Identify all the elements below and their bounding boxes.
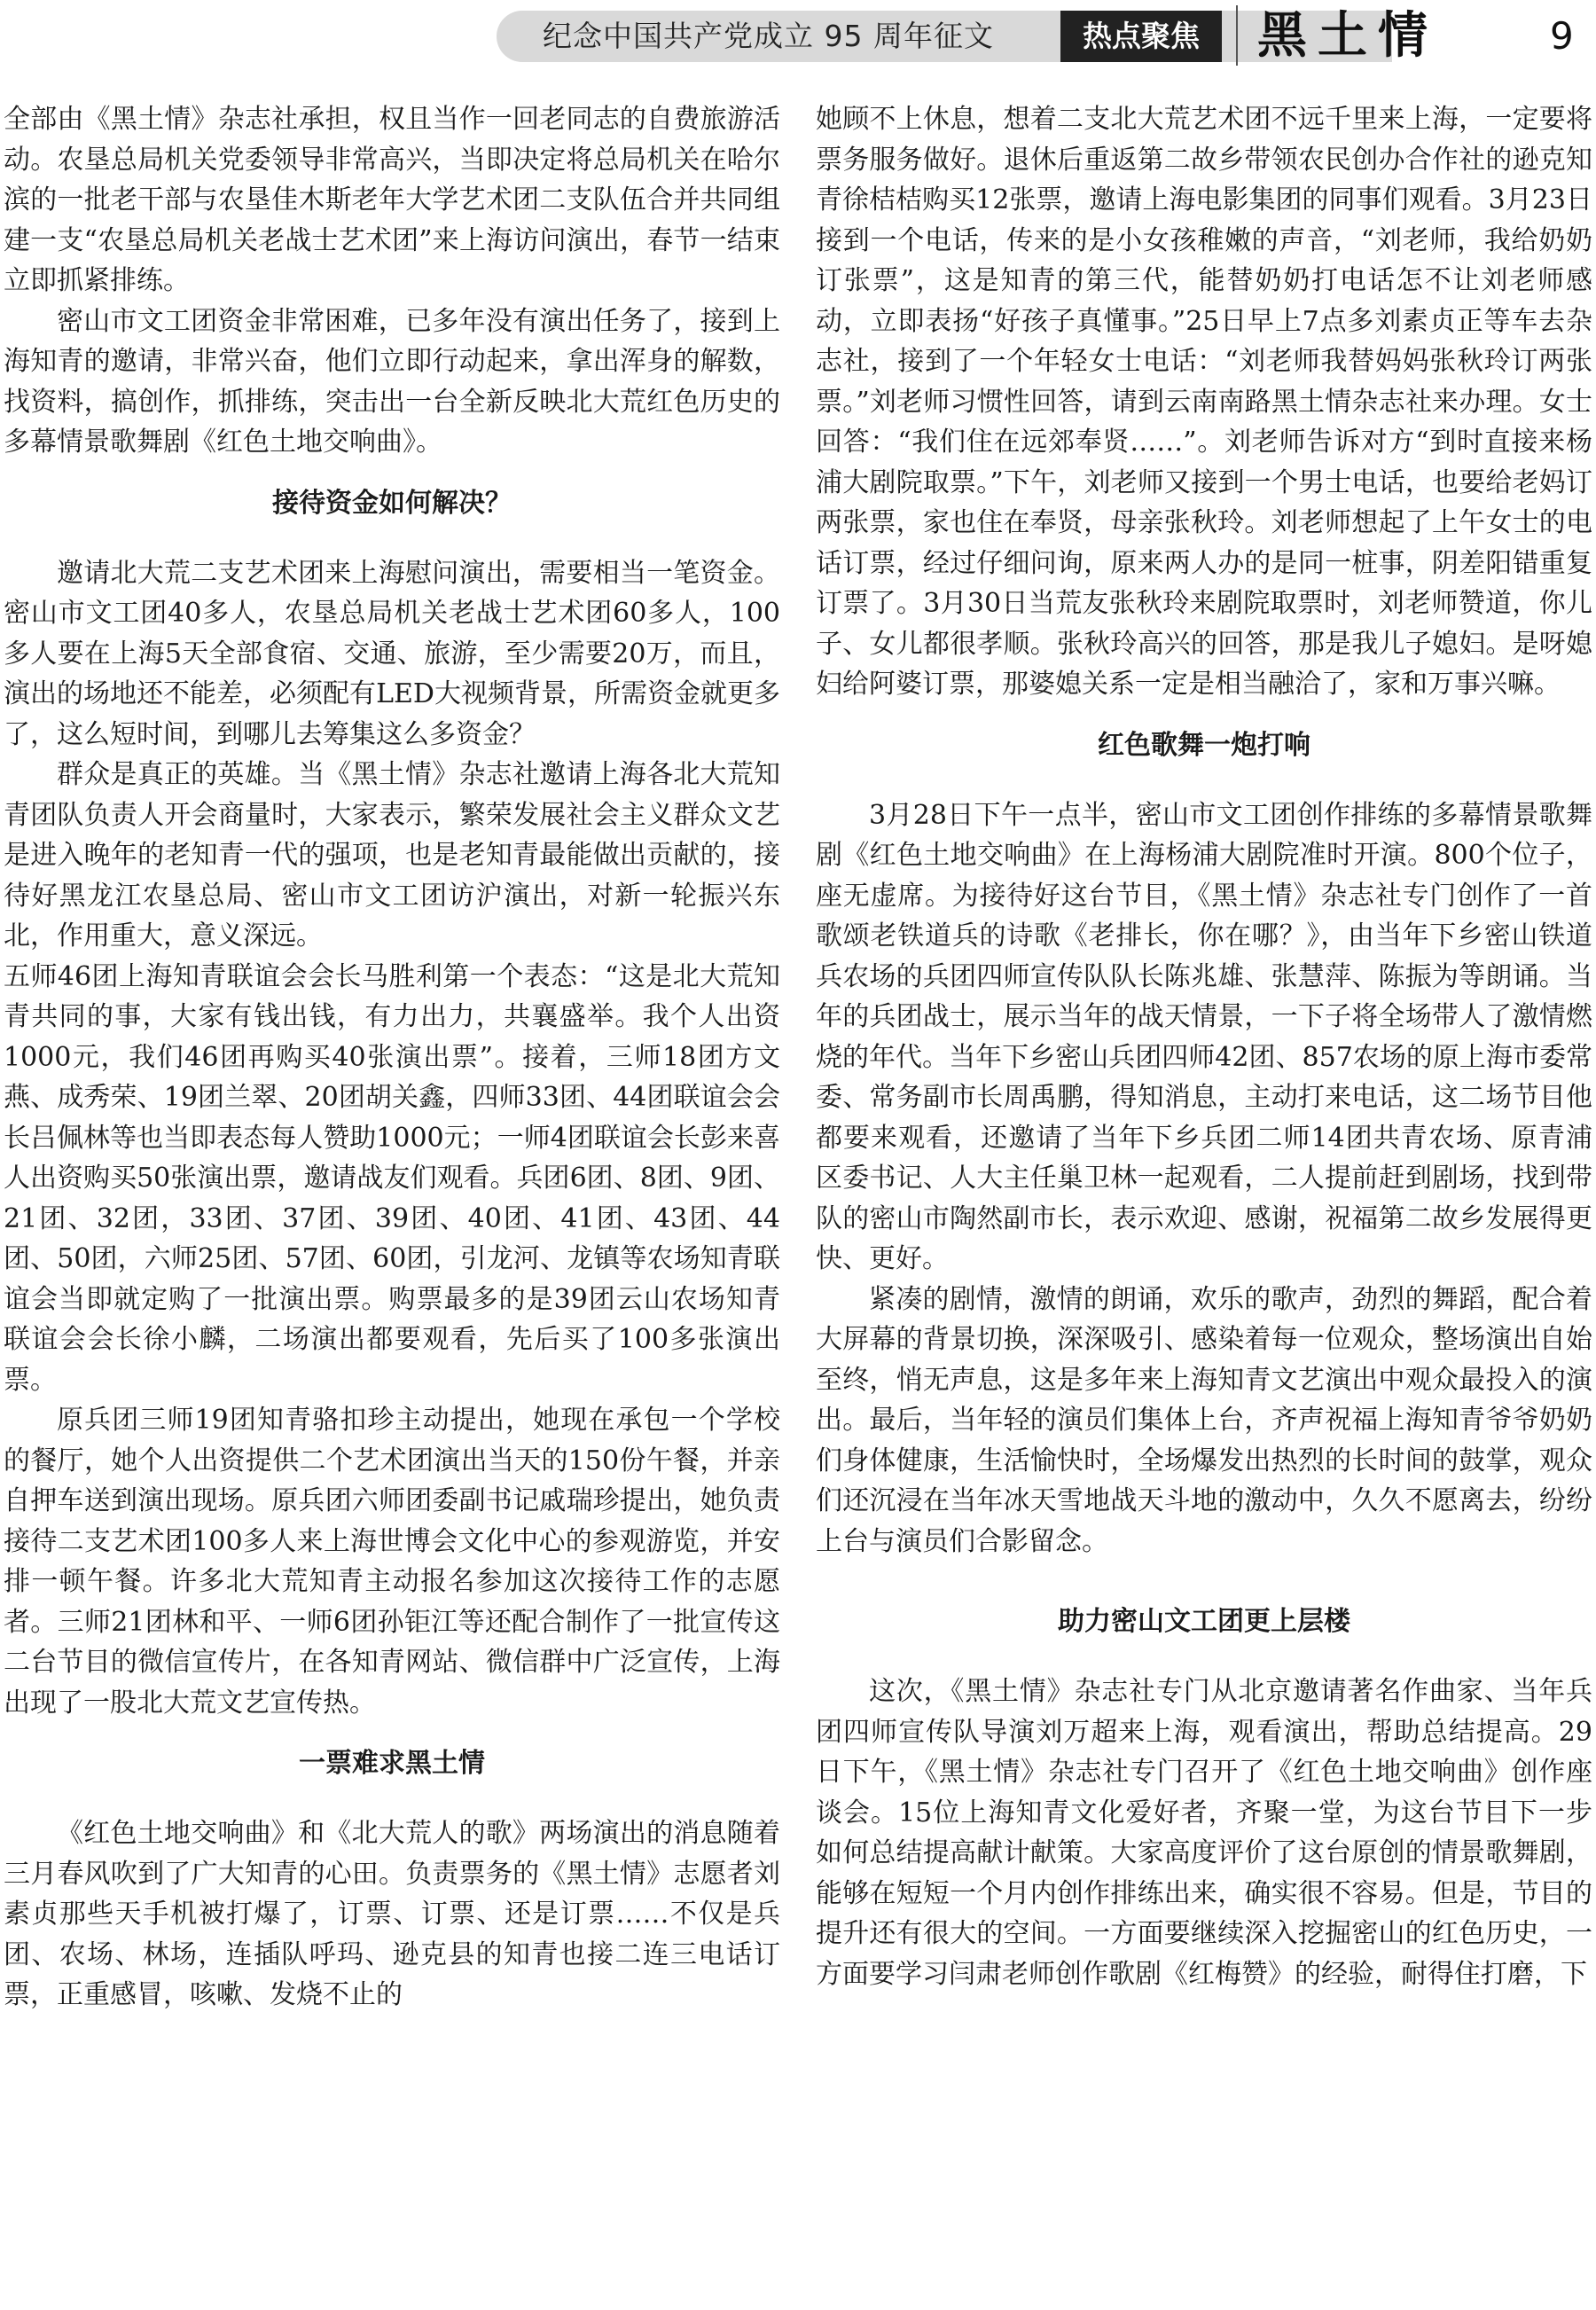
paragraph: 邀请北大荒二支艺术团来上海慰问演出，需要相当一笔资金。密山市文工团40多人，农垦总局机关老战士艺术团60多人，100多人要在上海5天全部食宿、交通、旅游，至少需要20万，而且，演出的场地还不能差，必须配有LED大视频背景，所需资金就更多了，这么短时间，到哪儿去筹集这么多资金？ [4, 557, 780, 750]
section-heading: 接待资金如何解决？ [272, 487, 512, 519]
paragraph: 3月28日下午一点半，密山市文工团创作排练的多幕情景歌舞剧《红色土地交响曲》在上海杨浦大剧院准时开演。800个位子，座无虚席。为接待好这台节目，《黑土情》杂志社专门创作了一首歌颂老铁道兵的诗歌《老排长，你在哪？》，由当年下乡密山铁道兵农场的兵团四师宣传队队长陈兆雄、张慧萍、陈振为等朗诵。当年的兵团战士，展示当年的战天情景，一下子将全场带人了激情燃烧的年代。当年下乡密山兵团四师42团、857农场的原上海市委常委、常务副市长周禹鹏，得知消息，主动打来电话，这二场节目他都要来观看，还邀请了当年下乡兵团二师14团共青农场、原青浦区委书记、人大主任巢卫林一起观看，二人提前赶到剧场，找到带队的密山市陶然副市长，表示欢迎、感谢，祝福第二故乡发展得更快、更好。 [816, 799, 1592, 1274]
section-label: 热点聚焦 [1060, 11, 1222, 62]
series-title: 纪念中国共产党成立 95 周年征文 [543, 19, 994, 53]
paragraph: 她顾不上休息，想着二支北大荒艺术团不远千里来上海，一定要将票务服务做好。退休后重返第二故乡带领农民创办合作社的逊克知青徐桔桔购买12张票，邀请上海电影集团的同事们观看。3月23日接到一个电话，传来的是小女孩稚嫩的声音，“刘老师，我给奶奶订张票”，这是知青的第三代，能替奶奶打电话怎不让刘老师感动，立即表扬“好孩子真懂事。”25日早上7点多刘素贞正等车去杂志社，接到了一个年轻女士电话：“刘老师我替妈妈张秋玲订两张票。”刘老师习惯性回答，请到云南南路黑土情杂志社来办理。女士回答：“我们住在远郊奉贤……”。刘老师告诉对方“到时直接来杨浦大剧院取票。”下午，刘老师又接到一个男士电话，也要给老妈订两张票，家也住在奉贤，母亲张秋玲。刘老师想起了上午女士的电话订票，经过仔细问询，原来两人办的是同一桩事，阴差阳错重复订票了。3月30日当荒友张秋玲来剧院取票时，刘老师赞道，你儿子、女儿都很孝顺。张秋玲高兴的回答，那是我儿子媳妇。是呀媳妇给阿婆订票，那婆媳关系一定是相当融洽了，家和万事兴嘛。 [816, 104, 1592, 700]
magazine-name: 黑土情 [1257, 6, 1438, 65]
paragraph: 密山市文工团资金非常困难，已多年没有演出任务了，接到上海知青的邀请，非常兴奋，他们立即行动起来，拿出浑身的解数，找资料，搞创作，抓排练，突击出一台全新反映北大荒红色历史的多幕情景歌舞剧《红色土地交响曲》。 [4, 305, 780, 458]
paragraph: 紧凑的剧情，激情的朗诵，欢乐的歌声，劲烈的舞蹈，配合着大屏幕的背景切换，深深吸引、感染着每一位观众，整场演出自始至终，悄无声息，这是多年来上海知青文艺演出中观众最投入的演出。最后，当年轻的演员们集体上台，齐声祝福上海知青爷爷奶奶们身体健康，生活愉快时，全场爆发出热烈的长时间的鼓掌，观众们还沉浸在当年冰天雪地战天斗地的激动中，久久不愿离去，纷纷上台与演员们合影留念。 [816, 1283, 1592, 1557]
paragraph: 全部由《黑土情》杂志社承担，权且当作一回老同志的自费旅游活动。农垦总局机关党委领导非常高兴，当即决定将总局机关在哈尔滨的一批老干部与农垦佳木斯老年大学艺术团二支队伍合并共同组建一支“农垦总局机关老战士艺术团”来上海访问演出，春节一结束立即抓紧排练。 [4, 104, 780, 296]
paragraph: 《红色土地交响曲》和《北大荒人的歌》两场演出的消息随着三月春风吹到了广大知青的心田。负责票务的《黑土情》志愿者刘素贞那些天手机被打爆了，订票、订票、还是订票……不仅是兵团、农场、林场，连插队呼玛、逊克县的知青也接二连三电话订票，正重感冒，咳嗽、发烧不止的 [4, 1818, 780, 2010]
paragraph: 五师46团上海知青联谊会会长马胜利第一个表态：“这是北大荒知青共同的事，大家有钱出钱，有力出力，共襄盛举。我个人出资1000元，我们46团再购买40张演出票”。接着，三师18团方文燕、成秀荣、19团兰翠、20团胡关鑫，四师33团、44团联谊会会长吕佩林等也当即表态每人赞助1000元；一师4团联谊会长彭来喜人出资购买50张演出票，邀请战友们观看。兵团6团、8团、9团、21团、32团，33团、37团、39团、40团、41团、43团、44团、50团，六师25团、57团、60团，引龙河、龙镇等农场知青联谊会当即就定购了一批演出票。购票最多的是39团云山农场知青联谊会会长徐小麟，二场演出都要观看，先后买了100多张演出票。 [4, 960, 780, 1396]
section-heading: 红色歌舞一炮打响 [1098, 729, 1310, 761]
page-header [0, 0, 1596, 73]
paragraph: 这次，《黑土情》杂志社专门从北京邀请著名作曲家、当年兵团四师宣传队导演刘万超来上海，观看演出，帮助总结提高。29日下午，《黑土情》杂志社专门召开了《红色土地交响曲》创作座谈会。15位上海知青文化爱好者，齐聚一堂，为这台节目下一步如何总结提高献计献策。大家高度评价了这台原创的情景歌舞剧，能够在短短一个月内创作排练出来，确实很不容易。但是，节目的提升还有很大的空间。一方面要继续深入挖掘密山的红色历史，一方面要学习闫肃老师创作歌剧《红梅赞》的经验，耐得住打磨，下 [816, 1676, 1592, 1990]
section-heading: 一票难求黑土情 [299, 1748, 485, 1779]
header-divider [1236, 5, 1238, 66]
paragraph: 原兵团三师19团知青骆扣珍主动提出，她现在承包一个学校的餐厅，她个人出资提供二个艺术团演出当天的150份午餐，并亲自押车送到演出现场。原兵团六师团委副书记戚瑞珍提出，她负责接待二支艺术团100多人来上海世博会文化中心的参观游览，并安排一顿午餐。许多北大荒知青主动报名参加这次接待工作的志愿者。三师21团林和平、一师6团孙钜江等还配合制作了一批宣传这二台节目的微信宣传片，在各知青网站、微信群中广泛宣传，上海出现了一股北大荒文艺宣传热。 [4, 1405, 780, 1719]
section-heading: 助力密山文工团更上层楼 [1058, 1606, 1350, 1637]
paragraph: 群众是真正的英雄。当《黑土情》杂志社邀请上海各北大荒知青团队负责人开会商量时，大家表示，繁荣发展社会主义群众文艺是进入晚年的老知青一代的强项，也是老知青最能做出贡献的，接待好黑龙江农垦总局、密山市文工团访沪演出，对新一轮振兴东北，作用重大，意义深远。 [4, 759, 780, 951]
right-column [816, 99, 1592, 1994]
page-number: 9 [1550, 14, 1574, 58]
left-column [4, 99, 780, 2016]
